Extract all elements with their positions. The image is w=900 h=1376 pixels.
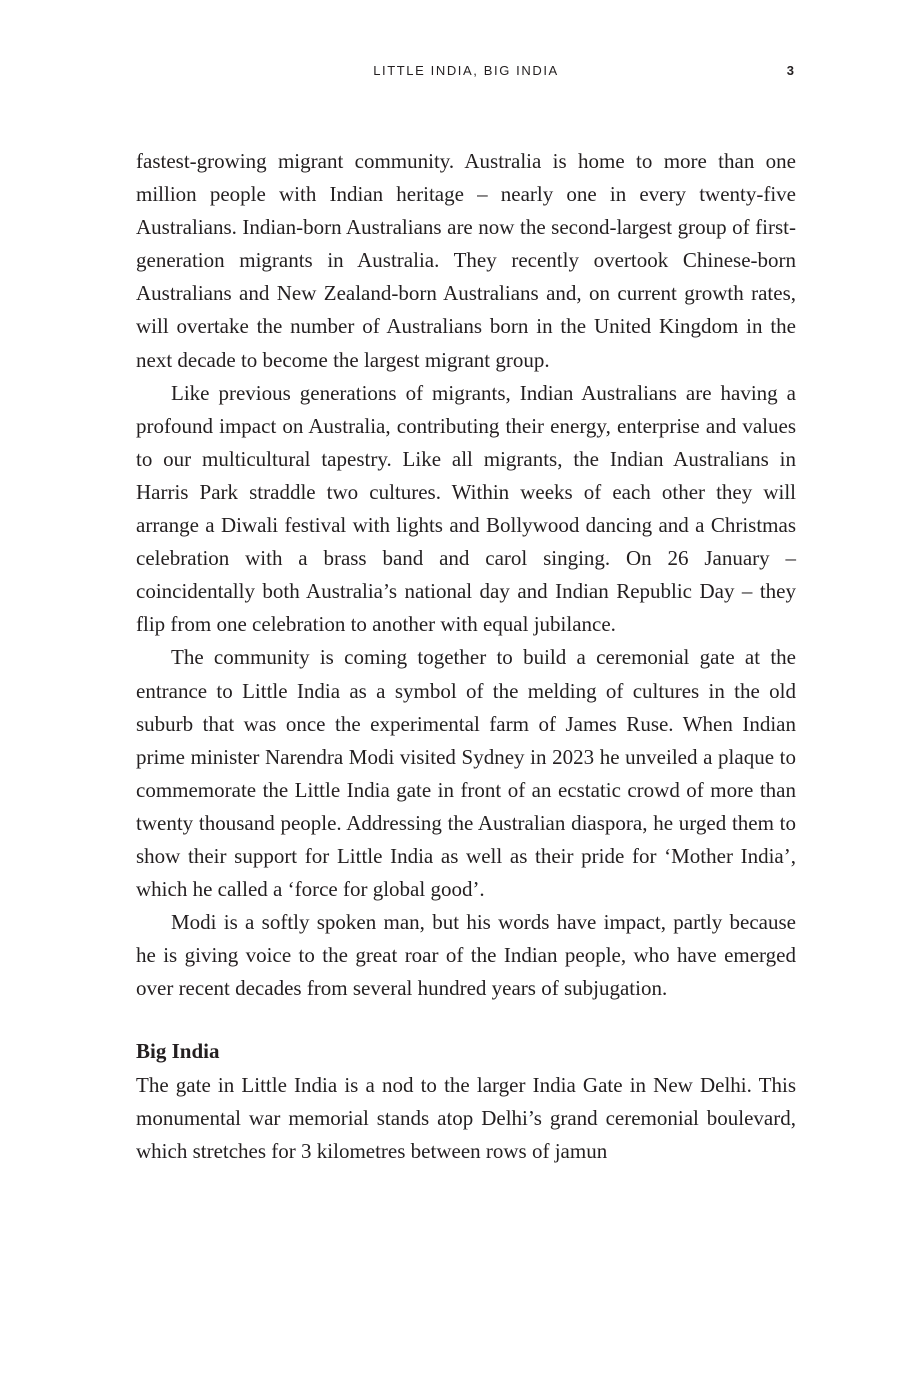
paragraph-2: Like previous generations of migrants, Indian Australians are having a profound impact on Australia, contributing their energy, enterprise and values to our multicultural tapestry. Like all migrants, the Indian Australians in Harris Park straddle two cultures. Within weeks of each other they will arrange a Diwali festival with lights and Bollywood dancing and a Christmas celebration with a brass band and carol singing. On 26 January – coincidentally both Australia’s national day and Indian Republic Day – they flip from one celebration to another with equal jubilance. xyxy=(136,380,796,637)
running-head xyxy=(136,63,796,83)
paragraph-1: fastest-growing migrant community. Australia is home to more than one million people with Indian heritage – nearly one in every twenty-five Australians. Indian-born Australians are now the second-largest group of first-generation migrants in Australia. They recently overtook Chinese-born Australians and New Zealand-born Australians and, on current growth rates, will overtake the number of Australians born in the United Kingdom in the next decade to become the largest migrant group. xyxy=(136,149,796,372)
body-text xyxy=(136,145,796,1168)
section-paragraph: The gate in Little India is a nod to the larger India Gate in New Delhi. This monumental war memorial stands atop Delhi’s grand ceremonial boulevard, which stretches for 3 kilometres between rows of jamun xyxy=(136,1072,796,1163)
page-number: 3 xyxy=(786,63,794,78)
paragraph-4: Modi is a softly spoken man, but his words have impact, partly because he is giving voice to the great roar of the Indian people, who have emerged over recent decades from several hundred years of subjugation. xyxy=(136,910,796,1001)
section-heading: Big India xyxy=(136,1039,220,1064)
running-title: LITTLE INDIA, BIG INDIA xyxy=(373,63,559,78)
paragraph-3: The community is coming together to build a ceremonial gate at the entrance to Little India as a symbol of the melding of cultures in the old suburb that was once the experimental farm of James Ruse. When Indian prime minister Narendra Modi visited Sydney in 2023 he unveiled a plaque to commemorate the Little India gate in front of an ecstatic crowd of more than twenty thousand people. Addressing the Australian diaspora, he urged them to show their support for Little India as well as their pride for ‘Mother India’, which he called a ‘force for global good’. xyxy=(136,645,796,902)
